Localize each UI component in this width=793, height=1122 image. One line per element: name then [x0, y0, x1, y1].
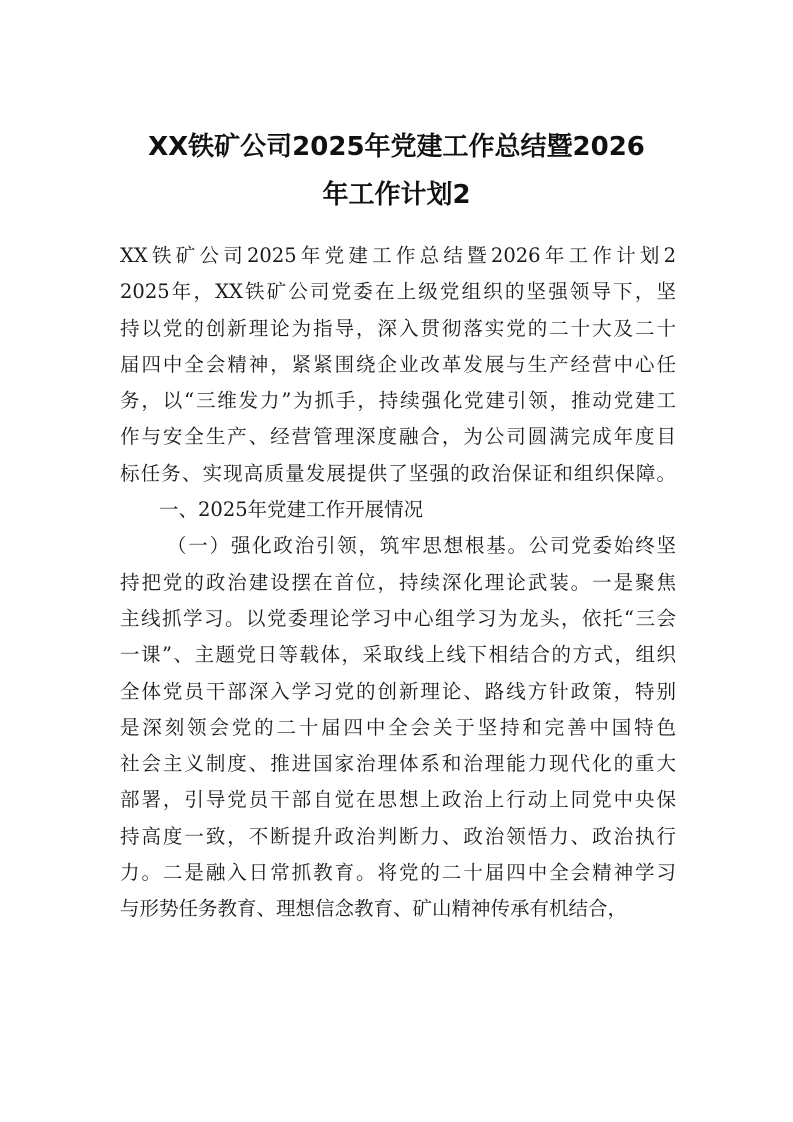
body-line: 2025年，XX铁矿公司党委在上级党组织的坚强领导下，坚	[120, 280, 676, 304]
body-line: 部署，引导党员干部自觉在思想上政治上行动上同党中央保	[120, 788, 676, 812]
body-line: 社会主义制度、推进国家治理体系和治理能力现代化的重大	[120, 752, 676, 776]
body-line: 作与安全生产、经营管理深度融合，为公司圆满完成年度目	[120, 425, 676, 449]
body-line: （一）强化政治引领，筑牢思想根基。公司党委始终坚	[167, 534, 676, 558]
body-line: 持高度一致，不断提升政治判断力、政治领悟力、政治执行	[120, 824, 676, 848]
body-line: 持把党的政治建设摆在首位，持续深化理论武装。一是聚焦	[120, 570, 676, 594]
body-line: 全体党员干部深入学习党的创新理论、路线方针政策，特别	[120, 679, 676, 703]
body-line: 务，以“三维发力”为抓手，持续强化党建引领，推动党建工	[120, 389, 676, 413]
section-heading: 一、2025年党建工作开展情况	[159, 498, 424, 522]
body-line: XX铁矿公司2025年党建工作总结暨2026年工作计划2	[120, 244, 676, 267]
body-line: 一课”、主题党日等载体，采取线上线下相结合的方式，组织	[120, 643, 676, 667]
body-line: 主线抓学习。以党委理论学习中心组学习为龙头，依托“三会	[120, 606, 676, 630]
body-line: 力。二是融入日常抓教育。将党的二十届四中全会精神学习	[120, 861, 676, 885]
body-line: 标任务、实现高质量发展提供了坚强的政治保证和组织保障。	[120, 461, 676, 485]
body-line: 持以党的创新理论为指导，深入贯彻落实党的二十大及二十	[120, 316, 676, 340]
body-line: 与形势任务教育、理想信念教育、矿山精神传承有机结合，	[120, 897, 628, 921]
document-body	[120, 238, 676, 928]
document-title-line-2: 年工作计划2	[322, 180, 471, 210]
document-title-line-1: XX铁矿公司2025年党建工作总结暨2026	[148, 132, 645, 162]
body-line: 届四中全会精神，紧紧围绕企业改革发展与生产经营中心任	[120, 352, 676, 376]
body-line: 是深刻领会党的二十届四中全会关于坚持和完善中国特色	[120, 715, 676, 739]
